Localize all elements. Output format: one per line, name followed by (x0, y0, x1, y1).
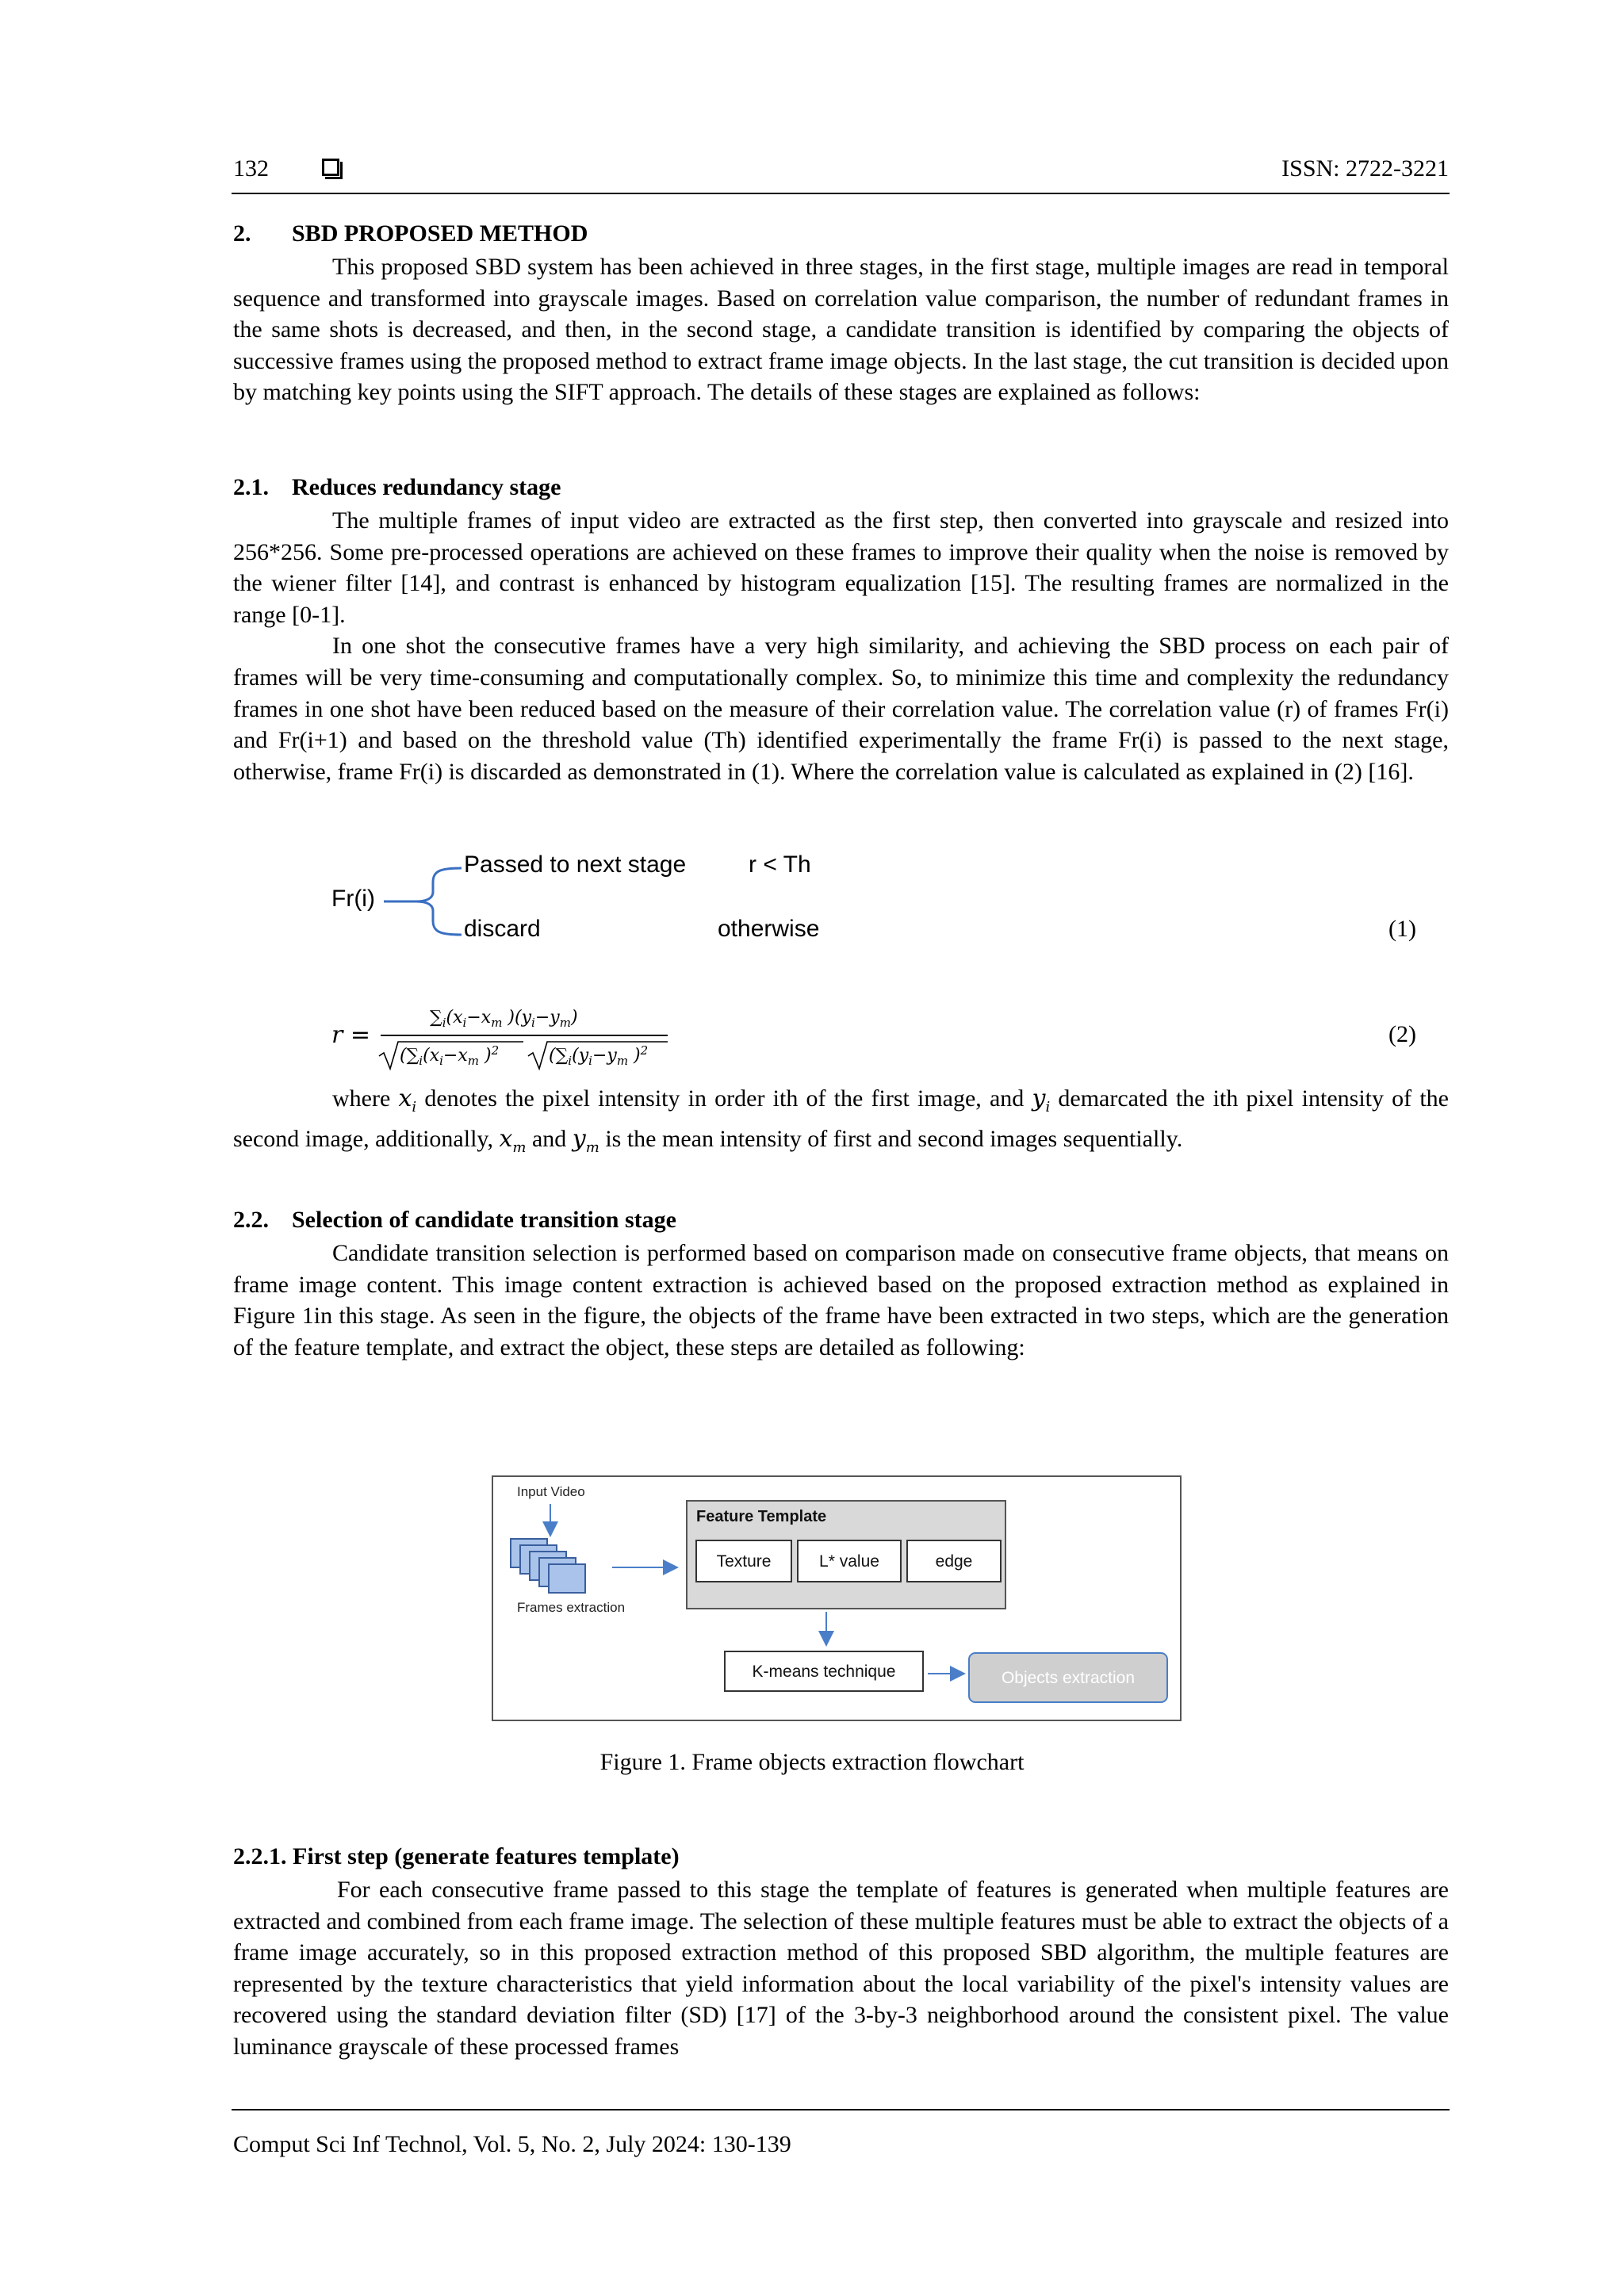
section-heading (233, 220, 588, 247)
edge-label: edge (935, 1552, 973, 1571)
symbol-ym: $y_m$ (572, 1124, 599, 1156)
section-2-1-body (233, 505, 1449, 787)
eq1-case2: discard (464, 916, 541, 942)
frames-extraction-label: Frames extraction (517, 1600, 626, 1615)
subsection-title: Reduces redundancy stage (292, 474, 561, 500)
paragraph: For each consecutive frame passed to this stage the template of features is generated when multiple features are extracted and combined from each frame image. The selection of these multiple features must be able to extract the objects of a frame image accurately, so in this proposed extraction method of this proposed SBD algorithm, the multiple features are represented by the texture characteristics that yield information about the local variability of the pixel's intensity values are recovered using the standard deviation filter (SD) [17] of the 3-by-3 neighborhood around the consistent pixel. The value luminance grayscale of these processed frames (233, 1877, 1449, 2060)
eq1-case1: Passed to next stage (464, 851, 687, 878)
text-run: and (526, 1125, 573, 1152)
text-run: denotes the pixel intensity in order ith of the first image, and (416, 1085, 1032, 1112)
symbol-xm: $x_m$ (499, 1124, 527, 1156)
paragraph: This proposed SBD system has been achieved in three stages, in the first stage, multiple images are read in temporal sequence and transformed into grayscale images. Based on correlation value comparison, the number of redundant frames in the same shots is decreased, and then, in the second stage, a candidate transition is identified by comparing the objects of successive frames using the proposed method to extract frame image objects. In the last stage, the cut transition is decided upon by matching key points using the SIFT approach. The details of these stages are explained as follows: (233, 254, 1449, 406)
eq1-cond2: otherwise (718, 916, 820, 942)
svg-text:(∑i(xi−xm )2: ($\sum_i(x_i-x_m$ )$^2$ (400, 1043, 500, 1068)
eq2-number: (2) (1388, 1021, 1416, 1047)
section-number: 2. (233, 220, 251, 247)
section-title: SBD PROPOSED METHOD (292, 220, 588, 247)
texture-label: Texture (716, 1552, 772, 1571)
footer-rule (232, 2109, 1450, 2110)
paragraph (233, 1083, 1449, 1163)
kmeans-label: K-means technique (752, 1663, 896, 1681)
frames-stack-icon (511, 1539, 585, 1593)
subsection-heading (233, 1207, 676, 1234)
eq1-cond1: r < Th (749, 851, 811, 878)
text-run: is the mean intensity of first and second images sequentially. (599, 1125, 1183, 1152)
objects-extraction-label: Objects extraction (1001, 1669, 1136, 1687)
svg-text:∑i(xi−xm )(yi−ym): $\sum_i(x_i-x_m$ )$(y_i-y_m)$ (430, 1008, 578, 1030)
eq1-number: (1) (1388, 916, 1416, 942)
section-2-2-1-body (233, 1874, 1449, 2063)
input-video-label: Input Video (517, 1484, 585, 1499)
paragraph: Candidate transition selection is performed based on comparison made on consecutive frame objects, that means on frame image content. This image content extraction is achieved based on the proposed extraction method as explained in Figure 1in this stage. As seen in the figure, the objects of the frame have been extracted in two steps, which are the generation of the feature template, and extract the object, these steps are detailed as following: (233, 1240, 1449, 1360)
symbol-yi: $y_i$ (1032, 1085, 1051, 1115)
page-number: 132 (233, 155, 269, 182)
correlation-formula (373, 1001, 674, 1073)
subsection-title: Selection of candidate transition stage (292, 1207, 676, 1233)
where-paragraph (233, 1083, 1449, 1163)
lvalue-label: L* value (819, 1552, 879, 1571)
header-rule (232, 193, 1450, 194)
text-run: where (332, 1085, 399, 1112)
paragraph: In one shot the consecutive frames have a very high similarity, and achieving the SBD process on each pair of frames will be very time-consuming and computationally complex. So, to minimize this time and complexity the redundancy frames in one shot have been reduced based on the measure of their correlation value. The correlation value (r) of frames Fr(i) and Fr(i+1) and based on the threshold value (Th) identified experimentally the frame Fr(i) is passed to the next stage, otherwise, frame Fr(i) is discarded as demonstrated in (1). Where the correlation value is calculated as explained in (2) [16]. (233, 633, 1449, 785)
section-2-2-body (233, 1238, 1449, 1363)
subsection-number: 2.1. (233, 474, 269, 500)
feature-template-title: Feature Template (696, 1508, 827, 1525)
footer-citation: Comput Sci Inf Technol, Vol. 5, No. 2, July 2024: 130-139 (233, 2131, 791, 2157)
box-icon (322, 159, 339, 176)
subsection-number: 2.2. (233, 1207, 269, 1233)
figure-caption: Figure 1. Frame objects extraction flowchart (599, 1749, 1025, 1775)
text-run: demarcated the ith pixel intensity of the second image, additionally, (233, 1085, 1449, 1152)
section-2-body (233, 251, 1449, 408)
eq1-lhs: Fr(i) (331, 886, 375, 912)
subsection-heading (233, 474, 561, 501)
eq2-lhs: r = (331, 1021, 371, 1049)
issn: ISSN: 2722-3221 (1281, 155, 1449, 182)
symbol-xi: $x_i$ (398, 1085, 417, 1115)
svg-text:(∑i(yi−ym )2: ($\sum_i(y_i-y_m$ )$^2$ (549, 1043, 649, 1068)
figure-1 (492, 1475, 1182, 1721)
brace-icon (384, 865, 463, 938)
subsubsection-heading: 2.2.1. First step (generate features template) (233, 1843, 680, 1869)
flowchart (493, 1477, 1180, 1720)
paragraph: The multiple frames of input video are extracted as the first step, then converted into grayscale and resized into 256*256. Some pre-processed operations are achieved on these frames to improve their quality when the noise is removed by the wiener filter [14], and contrast is enhanced by histogram equalization [15]. The resulting frames are normalized in the range [0-1]. (233, 507, 1449, 628)
